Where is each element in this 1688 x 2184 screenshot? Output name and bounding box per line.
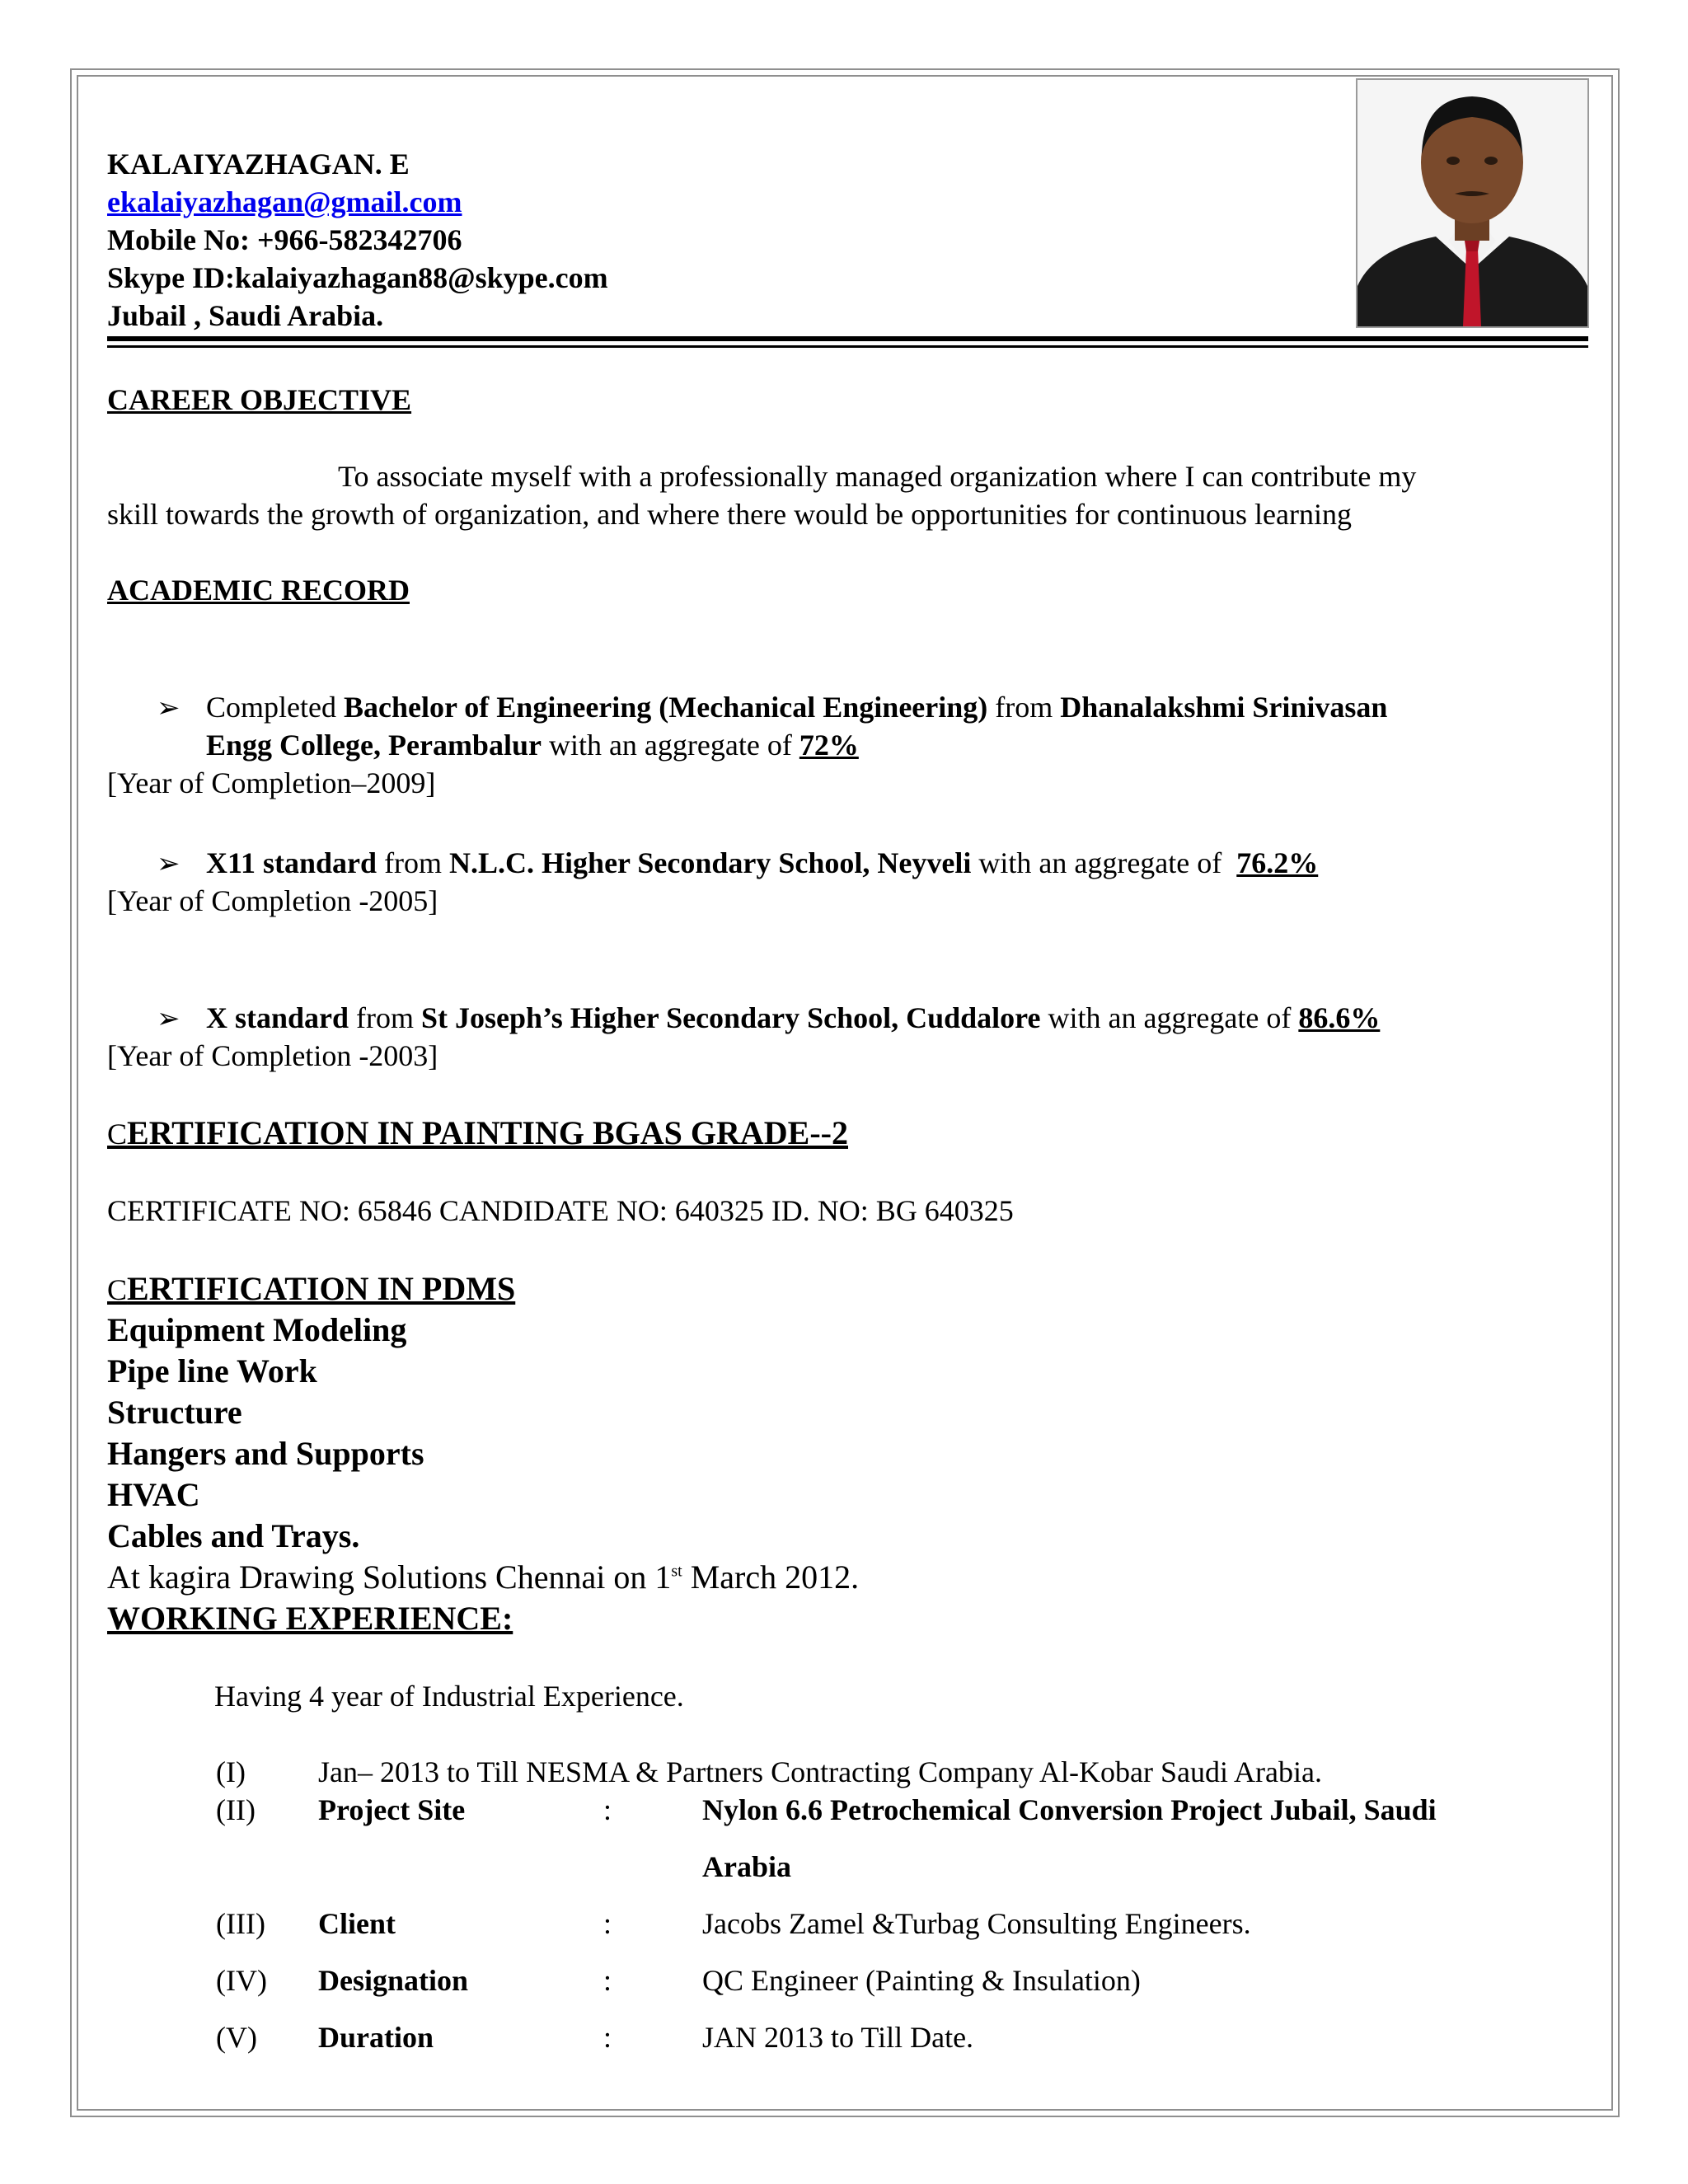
pdms-module: Hangers and Supports xyxy=(107,1435,424,1472)
completion-year: [Year of Completion -2005] xyxy=(107,884,438,917)
pdms-cert-heading xyxy=(107,1268,515,1310)
degree-name: Bachelor of Engineering (Mechanical Engineering) xyxy=(343,691,988,724)
pdms-module: HVAC xyxy=(107,1476,200,1513)
pdms-module: Cables and Trays. xyxy=(107,1517,360,1554)
academic-prefix: Completed xyxy=(206,691,344,724)
completion-year: [Year of Completion -2003] xyxy=(107,1039,438,1072)
aggregate-text: with an aggregate of xyxy=(541,729,799,762)
academic-item-hsc xyxy=(206,844,1318,882)
academic-record-heading: ACADEMIC RECORD xyxy=(107,574,410,607)
row-number: (I) xyxy=(216,1755,246,1788)
row-value: QC Engineer (Painting & Insulation) xyxy=(702,1964,1141,1997)
row-number: (IV) xyxy=(216,1964,267,1997)
bullet-arrow-icon: ➢ xyxy=(157,847,181,880)
row-label: Project Site xyxy=(318,1793,466,1826)
row-label: Designation xyxy=(318,1964,469,1997)
institution-name: St Joseph’s Higher Secondary School, Cuddalore xyxy=(421,1001,1041,1034)
header-divider-thin xyxy=(107,345,1588,348)
pdms-module: Equipment Modeling xyxy=(107,1311,407,1348)
header-divider-thick xyxy=(107,336,1588,341)
heading-initial: C xyxy=(107,1118,128,1151)
row-value: Jacobs Zamel &Turbag Consulting Engineers. xyxy=(702,1907,1251,1940)
completion-year: [Year of Completion–2009] xyxy=(107,766,436,799)
bullet-arrow-icon: ➢ xyxy=(157,1002,181,1035)
row-number: (III) xyxy=(216,1907,265,1940)
row-colon: : xyxy=(603,1907,612,1940)
academic-item-degree xyxy=(206,688,1387,726)
degree-name: X11 standard xyxy=(206,846,377,879)
heading-initial: C xyxy=(107,1273,128,1306)
aggregate-score: 72% xyxy=(799,729,859,762)
row-number: (II) xyxy=(216,1793,256,1826)
from-text: from xyxy=(987,691,1061,724)
from-text: from xyxy=(377,846,450,879)
pdms-training-place xyxy=(107,1557,859,1598)
location: Jubail , Saudi Arabia. xyxy=(107,299,384,332)
ordinal-suffix: st xyxy=(671,1562,682,1581)
row-label: Client xyxy=(318,1907,396,1940)
from-text: from xyxy=(349,1001,422,1034)
career-objective-heading: CAREER OBJECTIVE xyxy=(107,383,412,416)
place-text: At kagira Drawing Solutions Chennai on 1 xyxy=(107,1558,672,1596)
experience-summary: Having 4 year of Industrial Experience. xyxy=(214,1680,684,1713)
row-label: Duration xyxy=(318,2021,434,2054)
academic-item-degree-cont xyxy=(206,726,859,764)
aggregate-text: with an aggregate of xyxy=(971,846,1237,879)
row-value: Nylon 6.6 Petrochemical Conversion Project Jubail, Saudi xyxy=(702,1793,1437,1826)
institution-name: N.L.C. Higher Secondary School, Neyveli xyxy=(449,846,972,879)
mobile-number: Mobile No: +966-582342706 xyxy=(107,223,462,256)
email-link[interactable]: ekalaiyazhagan@gmail.com xyxy=(107,185,462,218)
institution-name-cont: Engg College, Perambalur xyxy=(206,729,542,762)
row-number: (V) xyxy=(216,2021,257,2054)
row-colon: : xyxy=(603,1793,612,1826)
row-colon: : xyxy=(603,1964,612,1997)
career-objective-line-2: skill towards the growth of organization, and where there would be opportunities for continuous learning xyxy=(107,498,1352,531)
painting-cert-details: CERTIFICATE NO: 65846 CANDIDATE NO: 640325 ID. NO: BG 640325 xyxy=(107,1194,1014,1227)
row-colon: : xyxy=(603,2021,612,2054)
institution-name: Dhanalakshmi Srinivasan xyxy=(1060,691,1388,724)
candidate-name: KALAIYAZHAGAN. E xyxy=(107,148,410,180)
aggregate-score: 76.2% xyxy=(1236,846,1319,879)
degree-name: X standard xyxy=(206,1001,349,1034)
aggregate-score: 86.6% xyxy=(1298,1001,1381,1034)
pdms-module: Pipe line Work xyxy=(107,1352,317,1390)
row-value: JAN 2013 to Till Date. xyxy=(702,2021,974,2054)
place-date: March 2012. xyxy=(682,1558,860,1596)
heading-rest: ERTIFICATION IN PDMS xyxy=(127,1270,516,1307)
heading-rest: ERTIFICATION IN PAINTING BGAS GRADE--2 xyxy=(127,1114,848,1151)
profile-photo xyxy=(1356,78,1589,328)
row-value-cont: Arabia xyxy=(702,1850,791,1883)
bullet-arrow-icon: ➢ xyxy=(157,691,181,724)
painting-cert-heading xyxy=(107,1113,848,1155)
row-text: Jan– 2013 to Till NESMA & Partners Contracting Company Al-Kobar Saudi Arabia. xyxy=(318,1755,1322,1788)
profile-photo-figure xyxy=(1357,80,1587,326)
academic-item-sslc xyxy=(206,999,1380,1037)
pdms-module: Structure xyxy=(107,1394,242,1431)
skype-id: Skype ID:kalaiyazhagan88@skype.com xyxy=(107,261,608,294)
career-objective-line-1: To associate myself with a professionally managed organization where I can contribute my xyxy=(338,460,1417,493)
working-experience-heading: WORKING EXPERIENCE: xyxy=(107,1600,513,1637)
aggregate-text: with an aggregate of xyxy=(1040,1001,1299,1034)
